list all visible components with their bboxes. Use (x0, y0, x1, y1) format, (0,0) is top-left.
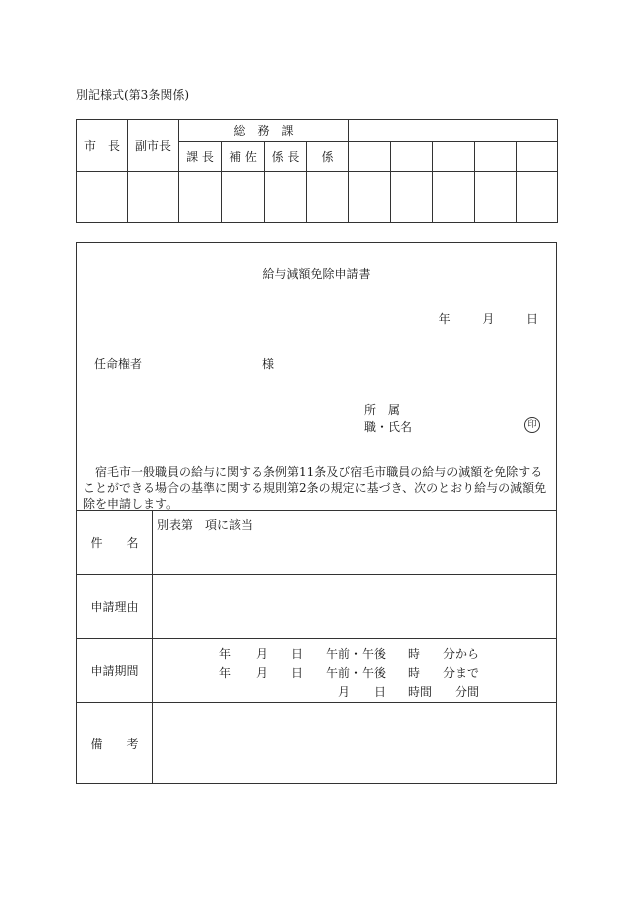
stamp-cell-unit-chief[interactable] (265, 172, 307, 223)
stamp-cell[interactable] (517, 172, 558, 223)
start-month-label: 月 (256, 647, 269, 661)
department-header: 総 務 課 (179, 120, 349, 142)
duration-day-label: 日 (374, 685, 387, 699)
reason-row (77, 574, 556, 638)
application-form (76, 242, 557, 784)
blank-role-cell (391, 142, 433, 172)
reason-field[interactable] (153, 575, 556, 638)
stamp-cell[interactable] (391, 172, 433, 223)
vice-mayor-header: 副市長 (128, 120, 179, 172)
end-hour-label: 時 (408, 666, 421, 680)
remarks-label: 備 考 (77, 703, 153, 784)
stamp-cell-vice-mayor[interactable] (128, 172, 179, 223)
role-assistant: 補 佐 (222, 142, 265, 172)
remarks-row (77, 702, 556, 784)
end-minute-label: 分まで (443, 666, 480, 680)
stamp-cell[interactable] (349, 172, 391, 223)
appointer-label: 任命権者 (94, 357, 143, 371)
period-label: 申請期間 (77, 639, 153, 702)
subject-label: 件 名 (77, 511, 153, 574)
start-ampm-label: 午前・午後 (326, 647, 387, 661)
stamp-cell-section-chief[interactable] (179, 172, 222, 223)
seal-icon: 印 (524, 417, 540, 433)
start-day-label: 日 (291, 647, 304, 661)
end-year-label: 年 (219, 666, 232, 680)
stamp-cell-mayor[interactable] (77, 172, 128, 223)
date-day-label: 日 (525, 312, 538, 326)
stamp-cell[interactable] (475, 172, 517, 223)
duration-month-label: 月 (338, 685, 351, 699)
period-field[interactable] (153, 639, 556, 702)
end-ampm-label: 午前・午後 (326, 666, 387, 680)
subject-row (77, 510, 556, 574)
blank-role-cell (433, 142, 475, 172)
blank-role-cell (475, 142, 517, 172)
remarks-field[interactable] (153, 703, 556, 784)
mayor-header: 市 長 (77, 120, 128, 172)
role-section-chief: 課 長 (179, 142, 222, 172)
blank-role-cell (517, 142, 558, 172)
document-title: 給与減額免除申請書 (262, 267, 371, 281)
form-label: 別記様式(第3条関係) (76, 88, 189, 102)
stamp-cell-staff[interactable] (307, 172, 349, 223)
role-staff: 係 (307, 142, 349, 172)
blank-header (349, 120, 558, 142)
stamp-cell[interactable] (433, 172, 475, 223)
role-unit-chief: 係 長 (265, 142, 307, 172)
start-year-label: 年 (219, 647, 232, 661)
application-date[interactable] (439, 310, 538, 327)
department-label: 所 属 (364, 403, 401, 417)
blank-role-cell (349, 142, 391, 172)
reason-label: 申請理由 (77, 575, 153, 638)
start-minute-label: 分から (443, 647, 480, 661)
duration-minutes-label: 分間 (455, 685, 480, 699)
position-name-label: 職・氏名 (364, 420, 413, 434)
application-statement: 宿毛市一般職員の給与に関する条例第11条及び宿毛市職員の給与の減額を免除することができる場合の基準に関する規則第2条の規定に基づき、次のとおり給与の減額免除を申請します。 (83, 465, 547, 511)
period-row (77, 638, 556, 702)
end-day-label: 日 (291, 666, 304, 680)
date-month-label: 月 (482, 312, 495, 326)
approval-stamp-table (76, 119, 558, 223)
honorific-sama: 様 (262, 357, 275, 371)
date-year-label: 年 (438, 312, 451, 326)
end-month-label: 月 (256, 666, 269, 680)
duration-hours-label: 時間 (408, 685, 433, 699)
subject-field[interactable] (153, 511, 556, 574)
start-hour-label: 時 (408, 647, 421, 661)
subject-note: 別表第 項に該当 (157, 518, 254, 532)
stamp-cell-assistant[interactable] (222, 172, 265, 223)
